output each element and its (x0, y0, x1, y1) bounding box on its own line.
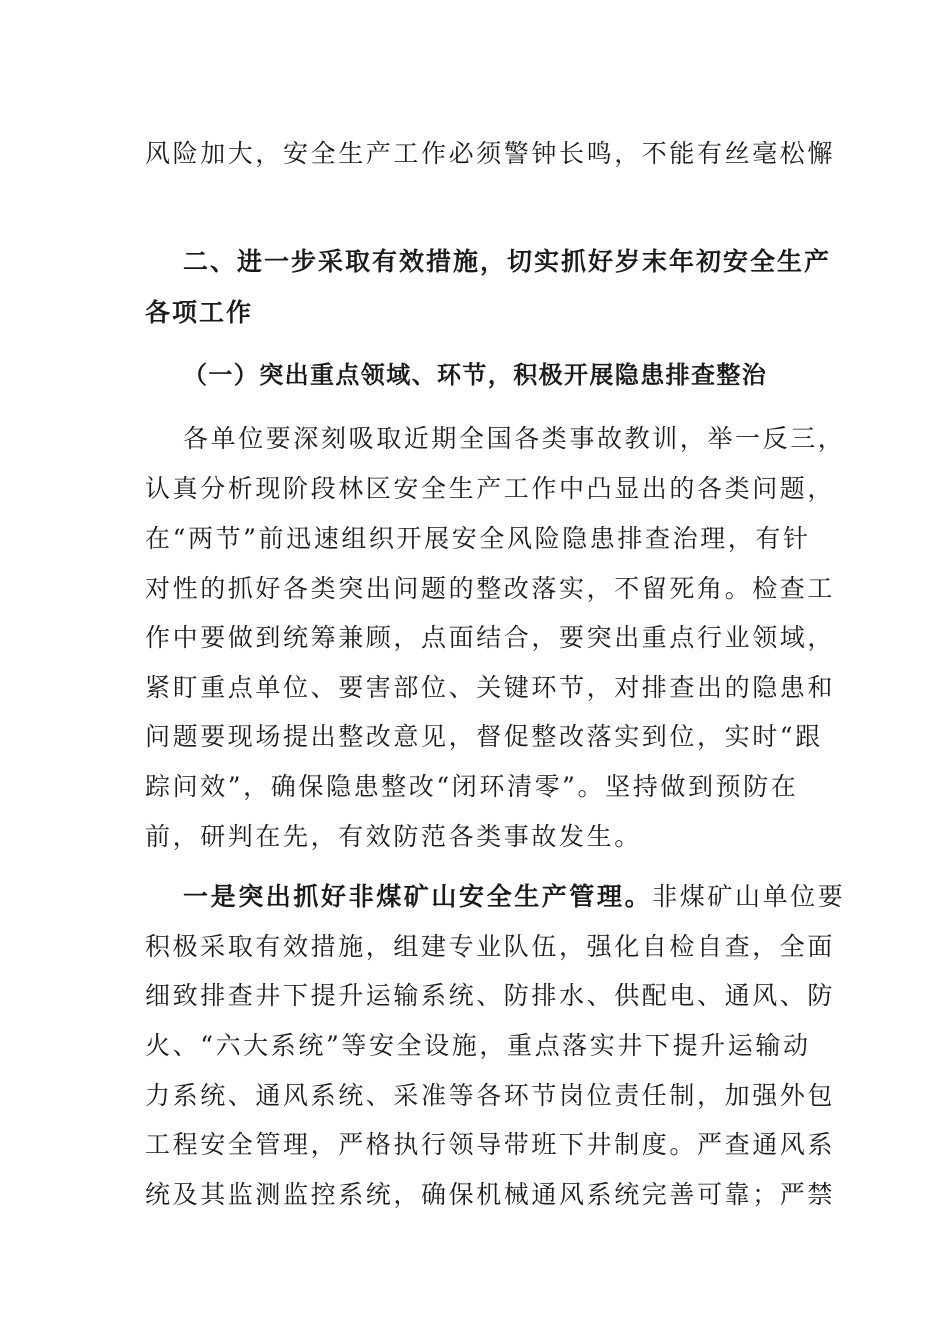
paragraph1-line: 紧盯重点单位、要害部位、关键环节，对排查出的隐患和 (145, 673, 836, 702)
paragraph1-line: 在“两节”前迅速组织开展安全风险隐患排查治理，有针 (145, 524, 811, 553)
paragraph1-line: 踪问效”，确保隐患整改“闭环清零”。坚持做到预防在 (145, 772, 799, 801)
subsection-heading: （一）突出重点领域、环节，积极开展隐患排查整治 (183, 361, 768, 389)
paragraph1-line: 问题要现场提出整改意见，督促整改落实到位，实时“跟 (145, 722, 823, 751)
paragraph1-line: 认真分析现阶段林区安全生产工作中凸显出的各类问题， (145, 474, 836, 503)
paragraph2-line: 火、“六大系统”等安全设施，重点落实井下提升运输动 (145, 1031, 811, 1060)
paragraph2-line: 统及其监测监控系统，确保机械通风系统完善可靠；严禁 (145, 1180, 836, 1209)
paragraph2-lead-rest: 非煤矿山单位要 (652, 882, 846, 911)
paragraph2-line: 积极采取有效措施，组建专业队伍，强化自检自查，全面 (145, 932, 836, 961)
paragraph1-line: 作中要做到统筹兼顾，点面结合，要突出重点行业领域， (145, 623, 836, 652)
paragraph2-lead-bold: 一是突出抓好非煤矿山安全生产管理。 (183, 882, 653, 911)
paragraph2-first-line (183, 880, 846, 914)
paragraph1-line: 对性的抓好各类突出问题的整改落实，不留死角。检查工 (145, 574, 836, 603)
paragraph1-line: 前，研判在先，有效防范各类事故发生。 (145, 822, 642, 851)
paragraph2-line: 力系统、通风系统、采准等各环节岗位责任制，加强外包 (145, 1081, 836, 1110)
section-heading-line-1: 二、进一步采取有效措施，切实抓好岁末年初安全生产 (183, 247, 832, 276)
paragraph2-line: 细致排查井下提升运输系统、防排水、供配电、通风、防 (145, 981, 836, 1010)
section-heading-line-2: 各项工作 (145, 298, 254, 327)
paragraph2-line: 工程安全管理，严格执行领导带班下井制度。严查通风系 (145, 1130, 836, 1159)
carryover-text-line: 风险加大，安全生产工作必须警钟长鸣，不能有丝毫松懈 (145, 139, 836, 168)
paragraph1-line: 各单位要深刻吸取近期全国各类事故教训，举一反三， (183, 424, 846, 453)
